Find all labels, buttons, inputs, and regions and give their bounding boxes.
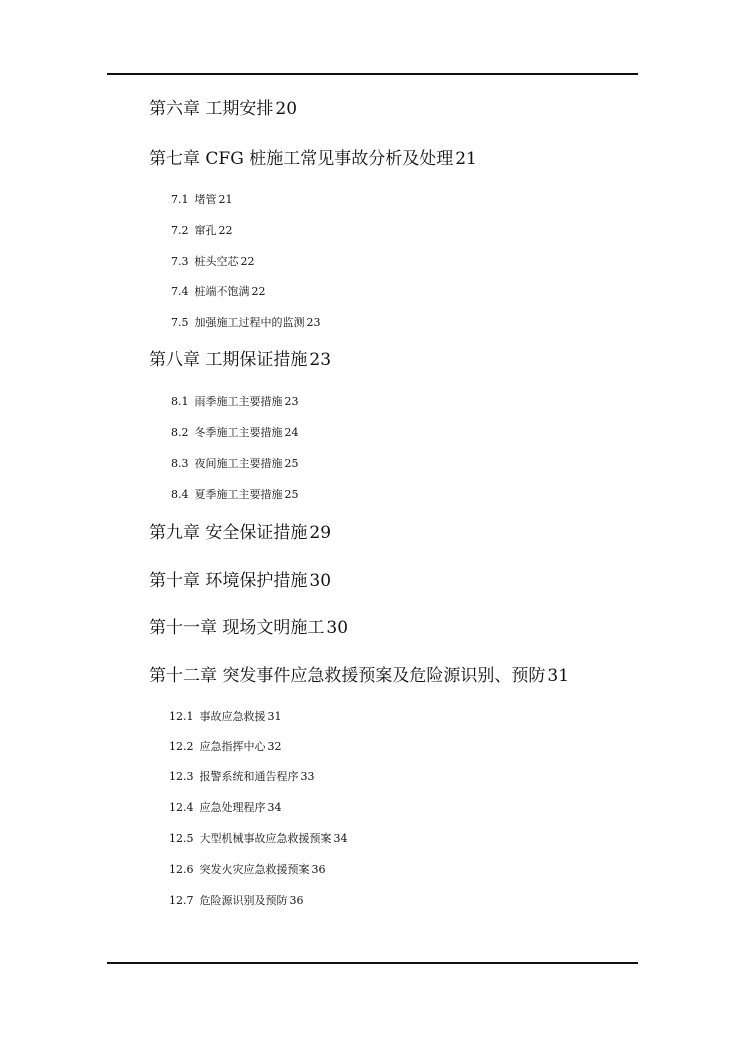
toc-title: 事故应急救援 (199, 710, 266, 723)
toc-title: 夜间施工主要措施 (194, 457, 283, 470)
toc-section-number: 7.1 (171, 193, 189, 206)
toc-title: 堵管 (194, 193, 217, 206)
toc-page-number: 25 (284, 457, 299, 470)
toc-title: 报警系统和通告程序 (199, 770, 299, 783)
toc-title: 突发火灾应急救援预案 (199, 863, 310, 876)
toc-title: 大型机械事故应急救援预案 (199, 832, 332, 845)
toc-title: 雨季施工主要措施 (194, 395, 283, 408)
toc-page-number: 23 (284, 395, 299, 408)
toc-section-number: 8.3 (171, 457, 189, 470)
toc-chapter-8[interactable] (149, 352, 331, 369)
toc-section-12-3[interactable] (169, 771, 315, 782)
toc-section-8-1[interactable] (171, 396, 299, 407)
toc-section-number: 8.2 (171, 426, 189, 439)
toc-page-number: 31 (547, 666, 570, 686)
toc-section-7-5[interactable] (171, 317, 321, 328)
toc-page-number: 36 (311, 863, 326, 876)
toc-section-number: 8.1 (171, 395, 189, 408)
toc-section-12-7[interactable] (169, 895, 304, 906)
bottom-rule (107, 962, 638, 964)
toc-page-number: 34 (333, 832, 348, 845)
toc-chapter-12[interactable] (149, 668, 569, 685)
toc-title: 加强施工过程中的监测 (194, 316, 305, 329)
toc-title: 第九章 安全保证措施 (149, 523, 308, 543)
toc-title: 应急指挥中心 (199, 740, 266, 753)
toc-section-number: 7.4 (171, 285, 189, 298)
toc-page-number: 33 (300, 770, 315, 783)
toc-page-number: 32 (267, 740, 282, 753)
toc-section-number: 12.2 (169, 740, 194, 753)
toc-section-number: 12.5 (169, 832, 194, 845)
toc-section-number: 7.3 (171, 255, 189, 268)
toc-title: 窜孔 (194, 224, 217, 237)
toc-page-number: 22 (251, 285, 266, 298)
toc-section-12-5[interactable] (169, 833, 348, 844)
toc-title: 第八章 工期保证措施 (149, 350, 308, 370)
toc-title: 桩头空芯 (194, 255, 239, 268)
toc-section-number: 8.4 (171, 488, 189, 501)
toc-title: 危险源识别及预防 (199, 894, 288, 907)
toc-section-8-3[interactable] (171, 458, 299, 469)
toc-section-number: 12.1 (169, 710, 194, 723)
toc-page-number: 20 (275, 99, 298, 119)
toc-page-number: 31 (267, 710, 282, 723)
toc-section-8-4[interactable] (171, 489, 299, 500)
toc-section-number: 12.3 (169, 770, 194, 783)
toc-page-number: 29 (309, 523, 332, 543)
toc-title: 桩端不饱满 (194, 285, 250, 298)
toc-section-number: 12.7 (169, 894, 194, 907)
toc-title: 第六章 工期安排 (149, 99, 274, 119)
toc-page-number: 30 (326, 618, 349, 638)
toc-page-number: 30 (309, 571, 332, 591)
toc-page-number: 36 (289, 894, 304, 907)
toc-title: 第十章 环境保护措施 (149, 571, 308, 591)
toc-chapter-11[interactable] (149, 620, 348, 637)
toc-page-number: 25 (284, 488, 299, 501)
toc-page-number: 23 (309, 350, 332, 370)
toc-section-number: 12.6 (169, 863, 194, 876)
toc-page-number: 24 (284, 426, 299, 439)
toc-title: 夏季施工主要措施 (194, 488, 283, 501)
toc-chapter-6[interactable] (149, 101, 297, 118)
toc-section-7-1[interactable] (171, 194, 233, 205)
toc-page-number: 21 (218, 193, 233, 206)
toc-section-12-6[interactable] (169, 864, 326, 875)
toc-chapter-9[interactable] (149, 525, 331, 542)
toc-page-number: 23 (306, 316, 321, 329)
toc-title: 第十一章 现场文明施工 (149, 618, 325, 638)
toc-section-number: 7.2 (171, 224, 189, 237)
toc-section-12-2[interactable] (169, 741, 282, 752)
toc-page-number: 22 (240, 255, 255, 268)
toc-section-8-2[interactable] (171, 427, 299, 438)
toc-section-12-4[interactable] (169, 802, 282, 813)
toc-page-number: 21 (455, 149, 477, 169)
toc-title: 第十二章 突发事件应急救援预案及危险源识别、预防 (149, 666, 546, 686)
toc-section-7-3[interactable] (171, 256, 255, 267)
toc-page-number: 34 (267, 801, 282, 814)
toc-title: 第七章 CFG 桩施工常见事故分析及处理 (149, 149, 454, 169)
toc-title: 应急处理程序 (199, 801, 266, 814)
toc-title: 冬季施工主要措施 (194, 426, 283, 439)
toc-chapter-10[interactable] (149, 573, 331, 590)
toc-section-7-4[interactable] (171, 286, 266, 297)
toc-page-number: 22 (218, 224, 233, 237)
toc-chapter-7[interactable] (149, 151, 477, 168)
toc-section-12-1[interactable] (169, 711, 282, 722)
toc-section-7-2[interactable] (171, 225, 233, 236)
toc-section-number: 7.5 (171, 316, 189, 329)
toc-section-number: 12.4 (169, 801, 194, 814)
